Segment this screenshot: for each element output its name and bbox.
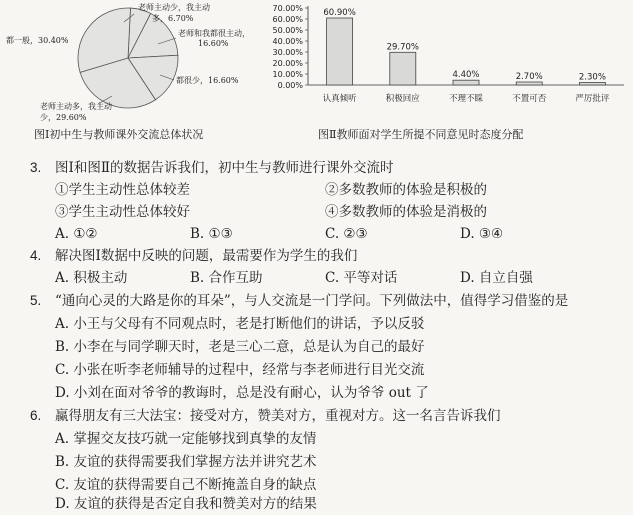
y-tick-label: 60.00% [272, 15, 303, 24]
bar-value-label: 29.70% [386, 42, 420, 53]
bar-chart [262, 0, 633, 125]
y-tick-label: 20.00% [272, 59, 303, 68]
x-category-label: 积极回应 [385, 94, 420, 104]
bar-5 [579, 83, 605, 86]
question-4-option-d: D. 自立自强 [460, 270, 533, 286]
question-3-number: 3. [30, 160, 42, 175]
question-3-statement-1: ①学生主动性总体较差 [55, 182, 190, 198]
question-6-option-d: D. 友谊的获得是否定自我和赞美对方的结果 [55, 496, 317, 512]
pie-label-slice-4-value: 少，29.60% [40, 113, 87, 122]
bar-3 [453, 80, 479, 85]
question-6-option-b: B. 友谊的获得需要我们掌握方法并讲究艺术 [55, 454, 317, 470]
pie-label-slice-5: 都一般，30.40% [6, 36, 69, 45]
bar-value-label: 4.40% [452, 70, 480, 81]
pie-label-slice-1-value: 多，6.70% [152, 14, 194, 23]
y-tick-label: 70.00% [272, 4, 303, 13]
bar-value-label: 60.90% [323, 8, 356, 18]
question-4-stem: 解决图Ⅰ数据中反映的问题，最需要作为学生的我们 [55, 248, 358, 264]
pie-label-slice-1: 老师主动少，我主动 [138, 3, 210, 12]
question-3-statement-3: ③学生主动性总体较好 [55, 204, 190, 220]
question-3-option-c: C. ②③ [325, 226, 368, 242]
bar-caption: 图Ⅱ教师面对学生所提不同意见时态度分配 [318, 128, 524, 141]
question-4-option-a: A. 积极主动 [55, 270, 128, 286]
question-5-option-b: B. 小李在与同学聊天时，老是三心二意，总是认为自己的最好 [55, 339, 425, 355]
y-tick-label: 40.00% [272, 37, 303, 46]
x-category-label: 不理不睬 [448, 94, 484, 104]
question-3-stem: 图Ⅰ和图Ⅱ的数据告诉我们，初中生与教师进行课外交流时 [55, 160, 394, 176]
question-6-stem: 赢得朋友有三大法宝：接受对方，赞美对方，重视对方。这一名言告诉我们 [55, 408, 501, 424]
bar-4 [516, 82, 542, 85]
question-4-number: 4. [30, 248, 42, 263]
question-5-option-a: A. 小王与父母有不同观点时，老是打断他们的讲话，予以反驳 [55, 316, 425, 332]
pie-label-slice-4: 老师主动多，我主动 [40, 102, 112, 111]
question-3-option-b: B. ①③ [190, 226, 233, 242]
bar-value-label: 2.70% [515, 72, 543, 82]
question-6-option-c: C. 友谊的获得需要自己不断掩盖自身的缺点 [55, 477, 317, 493]
y-tick-label: 0.00% [277, 81, 303, 90]
question-5-number: 5. [30, 293, 42, 308]
question-6-option-a: A. 掌握交友技巧就一定能够找到真挚的友情 [55, 431, 317, 447]
question-5-stem: “通向心灵的大路是你的耳朵”，与人交流是一门学问。下列做法中，值得学习借鉴的是 [55, 293, 569, 309]
y-tick-label: 30.00% [272, 48, 303, 57]
x-category-label: 不置可否 [512, 94, 547, 104]
question-5-option-d: D. 小刘在面对爷爷的教诲时，总是没有耐心，认为爷爷 out 了 [55, 385, 429, 401]
pie-label-slice-3: 都很少，16.60% [176, 76, 239, 85]
bar-2 [390, 52, 416, 85]
question-4-option-c: C. 平等对话 [325, 270, 398, 286]
pie-label-slice-2-value: 16.60% [198, 39, 229, 48]
pie-caption: 图Ⅰ初中生与教师课外交流总体状况 [34, 128, 204, 141]
y-tick-label: 50.00% [272, 26, 303, 35]
question-3-statement-4: ④多数教师的体验是消极的 [325, 204, 487, 220]
question-3-statement-2: ②多数教师的体验是积极的 [325, 182, 487, 198]
question-5-option-c: C. 小张在听李老师辅导的过程中，经常与李老师进行目光交流 [55, 362, 425, 378]
y-tick-label: 10.00% [272, 70, 303, 79]
pie-label-slice-2: 老师和我都很主动， [178, 29, 250, 38]
bar-value-label: 2.30% [578, 72, 606, 83]
question-6-number: 6. [30, 408, 42, 423]
question-3-option-a: A. ①② [55, 226, 98, 242]
question-4-option-b: B. 合作互助 [190, 270, 263, 286]
bar-1 [327, 18, 353, 85]
x-category-label: 严厉批评 [575, 94, 610, 104]
x-category-label: 认真倾听 [322, 94, 357, 104]
question-3-option-d: D. ③④ [460, 226, 504, 242]
